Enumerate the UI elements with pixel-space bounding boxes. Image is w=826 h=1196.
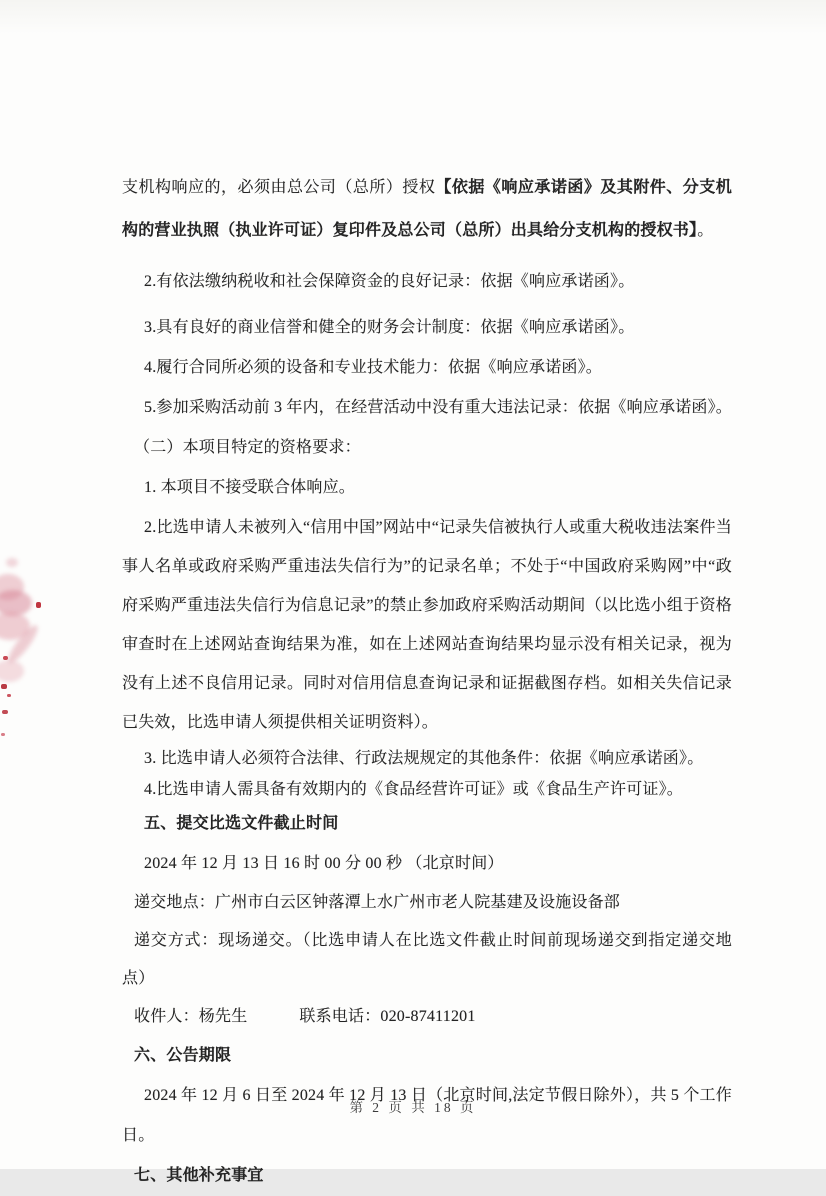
section-2-heading: （二）本项目特定的资格要求： xyxy=(134,439,361,456)
delivery-method: 递交方式：现场递交。（比选申请人在比选文件截止时间前现场递交到指定递交地点） xyxy=(122,932,732,987)
red-mark-dot xyxy=(3,656,8,660)
red-mark-dot xyxy=(7,694,11,697)
qualification-item-equipment-capability: 4.履行合同所必须的设备和专业技术能力：依据《响应承诺函》。 xyxy=(144,359,603,376)
red-mark xyxy=(0,660,24,682)
scan-artifact-band xyxy=(0,0,826,40)
delivery-location: 递交地点：广州市白云区钟落潭上水广州市老人院基建及设施设备部 xyxy=(134,894,621,911)
section-5-heading: 五、提交比选文件截止时间 xyxy=(144,815,339,832)
red-mark-dot xyxy=(36,602,41,608)
section-7-heading: 七、其他补充事宜 xyxy=(134,1167,264,1184)
contact-phone: 联系电话：020-87411201 xyxy=(299,1008,476,1025)
red-mark xyxy=(6,558,18,567)
qualification-item-tax-record: 2.有依法缴纳税收和社会保障资金的良好记录：依据《响应承诺函》。 xyxy=(144,273,635,290)
red-mark xyxy=(0,574,24,600)
specific-item-other-conditions: 3. 比选申请人必须符合法律、行政法规规定的其他条件：依据《响应承诺函》。 xyxy=(144,750,704,767)
recipient-contact-row xyxy=(122,998,732,1036)
specific-item-food-license: 4.比选申请人需具备有效期内的《食品经营许可证》或《食品生产许可证》。 xyxy=(144,781,684,798)
qualification-item-no-violation: 5.参加采购活动前 3 年内，在经营活动中没有重大违法记录：依据《响应承诺函》。 xyxy=(144,399,733,416)
announcement-period: 2024 年 12 月 6 日至 2024 年 12 月 13 日（北京时间,法定节假日除外），共 5 个工作日。 xyxy=(122,1087,732,1144)
page-number-indicator: 第 2 页 共 18 页 xyxy=(349,1100,477,1115)
red-stamp-smudge xyxy=(0,0,60,1169)
text-run: 。 xyxy=(697,222,714,239)
specific-item-credit-china: 2.比选申请人未被列入“信用中国”网站中“记录失信被执行人或重大税收违法案件当事人名单或政府采购严重违法失信行为”的记录名单；不处于“中国政府采购网”中“政府采购严重违法失信行为信息记录”的禁止参加政府采购活动期间（以比选小组于资格审查时在上述网站查询结果为准，如在上述网站查询结果均显示没有相关记录，视为没有上述不良信用记录。同时对信用信息查询记录和证据截图存档。如相关失信记录已失效，比选申请人须提供相关证明资料）。 xyxy=(122,519,732,731)
deadline-datetime: 2024 年 12 月 13 日 16 时 00 分 00 秒 （北京时间） xyxy=(144,855,504,872)
specific-item-no-consortium: 1. 本项目不接受联合体响应。 xyxy=(144,479,356,496)
red-mark xyxy=(4,622,41,666)
paragraph-branch-authorization xyxy=(122,166,732,252)
recipient-name: 收件人：杨先生 xyxy=(134,1008,248,1025)
red-mark-dot xyxy=(2,710,8,714)
text-run: 支机构响应的，必须由总公司（总所）授权 xyxy=(122,179,436,196)
section-6-heading: 六、公告期限 xyxy=(134,1047,232,1064)
red-mark xyxy=(0,612,30,640)
document-body xyxy=(122,166,732,1196)
red-mark-dot xyxy=(1,684,7,689)
text-run-bold-bracket: 【依据《响应承诺函》及其附件、分支机构的营业执照（执业许可证）复印件及总公司（总所）出具给分支机构的授权书】 xyxy=(122,179,732,239)
red-mark xyxy=(0,590,32,616)
red-mark-dot xyxy=(1,733,5,736)
page-footer xyxy=(0,1096,826,1116)
qualification-item-credit-finance: 3.具有良好的商业信誉和健全的财务会计制度：依据《响应承诺函》。 xyxy=(144,319,635,336)
